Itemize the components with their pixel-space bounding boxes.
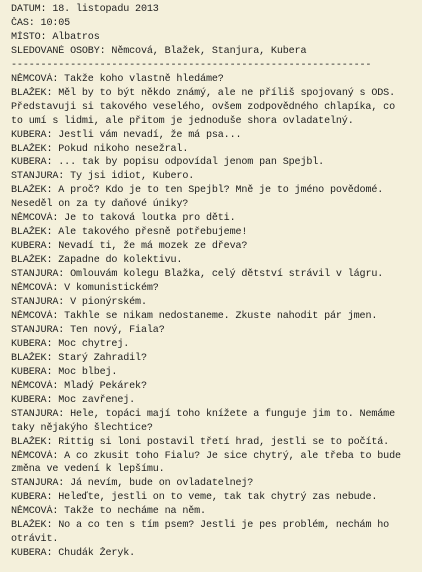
speech-text: V komunistickém? [58, 283, 159, 295]
speaker-name: BLAŽEK: [11, 436, 53, 448]
transcript-line [11, 268, 416, 282]
speaker-name: BLAŽEK: [11, 352, 53, 364]
transcript-line [11, 422, 416, 436]
speaker-name: BLAŽEK: [11, 520, 53, 532]
speech-text: Nevadí ti, že má mozek ze dřeva? [52, 241, 248, 253]
speaker-name: BLAŽEK: [11, 255, 53, 267]
transcript-line [11, 226, 416, 240]
transcript-line [11, 240, 416, 254]
speech-text: to umí s lidmi, ale přitom je jednoduše shora ovladatelný. [11, 115, 354, 127]
speaker-name: STANJURA: [11, 478, 65, 490]
transcript-line [11, 533, 416, 547]
speaker-name: BLAŽEK: [11, 227, 53, 239]
speech-text: Zapadne do kolektivu. [52, 255, 183, 267]
transcript-line [11, 87, 416, 101]
transcript-line [11, 547, 416, 561]
speaker-name: STANJURA: [11, 324, 65, 336]
transcript-line [11, 129, 416, 143]
speaker-name: BLAŽEK: [11, 185, 53, 197]
speaker-name: NĚMCOVÁ: [11, 380, 59, 392]
transcript-line [11, 491, 416, 505]
speech-text: Heleďte, jestli on to veme, tak tak chytrý zas nebude. [52, 492, 378, 504]
speech-text: Moc blbej. [52, 366, 118, 378]
speech-text: Jestli vám nevadí, že má psa... [52, 129, 242, 141]
speech-text: Chudák Žeryk. [52, 548, 136, 560]
speech-text: Já nevím, bude on ovladatelnej? [64, 478, 254, 490]
speaker-name: NĚMCOVÁ: [11, 506, 59, 518]
speech-text: V pionýrském. [64, 297, 147, 309]
transcript-line [11, 380, 416, 394]
speech-text: otrávit. [11, 534, 59, 546]
header-date: DATUM: 18. listopadu 2013 [11, 4, 159, 15]
speaker-name: KUBERA: [11, 548, 53, 560]
speaker-name: BLAŽEK: [11, 143, 53, 155]
speaker-name: NĚMCOVÁ: [11, 213, 59, 225]
transcript-line [11, 450, 416, 464]
speech-text: A proč? Kdo je to ten Spejbl? Mně je to jméno povědomé. [52, 185, 384, 197]
speech-text: Představuji si takového veselého, ovšem zodpovědného chlapíka, co [11, 101, 395, 113]
speaker-name: NĚMCOVÁ: [11, 283, 59, 295]
speaker-name: BLAŽEK: [11, 87, 53, 99]
speaker-name: NĚMCOVÁ: [11, 73, 59, 85]
speaker-name: KUBERA: [11, 492, 53, 504]
speech-text: Moc chytrej. [52, 338, 130, 350]
transcript-line [11, 156, 416, 170]
transcript-line [11, 73, 416, 87]
speech-text: Takhle se nikam nedostaneme. Zkuste nahodit pár jmen. [58, 310, 378, 322]
header-persons: SLEDOVANÉ OSOBY: Němcová, Blažek, Stanjura, Kubera [11, 45, 307, 57]
speech-text: Neseděl on za ty daňové úniky? [11, 199, 189, 211]
transcript-line [11, 338, 416, 352]
transcript-line [11, 101, 416, 115]
header-separator: ------------------------------------------------------------- [11, 59, 372, 71]
transcript-line [11, 505, 416, 519]
speech-text: Pokud nikoho nesežral. [52, 143, 189, 155]
transcript-line [11, 282, 416, 296]
speech-text: Moc zavřenej. [52, 394, 136, 406]
speaker-name: KUBERA: [11, 157, 53, 169]
speech-text: Mladý Pekárek? [58, 380, 147, 392]
speech-text: A co zkusit toho Fialu? Je sice chytrý, ale třeba to bude [58, 450, 401, 462]
speech-text: změna ve vedení k lepšímu. [11, 464, 165, 476]
speech-text: Ale takového přesně potřebujeme! [52, 227, 248, 239]
speaker-name: KUBERA: [11, 241, 53, 253]
transcript-line [11, 198, 416, 212]
speech-text: Takže koho vlastně hledáme? [58, 73, 224, 85]
speaker-name: NĚMCOVÁ: [11, 450, 59, 462]
transcript-line [11, 115, 416, 129]
transcript-line [11, 296, 416, 310]
transcript-line [11, 254, 416, 268]
transcript-line [11, 519, 416, 533]
speech-text: No a co ten s tím psem? Jestli je pes problém, nechám ho [52, 520, 390, 532]
speaker-name: KUBERA: [11, 338, 53, 350]
speech-text: Starý Zahradil? [52, 352, 147, 364]
transcript-line [11, 366, 416, 380]
speaker-name: KUBERA: [11, 366, 53, 378]
transcript-line [11, 143, 416, 157]
transcript-line [11, 408, 416, 422]
transcript-line [11, 436, 416, 450]
speaker-name: NĚMCOVÁ: [11, 310, 59, 322]
speech-text: Omlouvám kolegu Blažka, celý dětství strávil v lágru. [64, 269, 384, 281]
transcript-body [11, 73, 416, 561]
transcript-line [11, 184, 416, 198]
speaker-name: STANJURA: [11, 171, 65, 183]
speaker-name: STANJURA: [11, 297, 65, 309]
speech-text: Ty jsi idiot, Kubero. [64, 171, 195, 183]
speech-text: Hele, topáci mají toho knížete a funguje jim to. Nemáme [64, 408, 395, 420]
speech-text: taky nějakýho šlechtice? [11, 422, 153, 434]
transcript-line [11, 463, 416, 477]
speech-text: Je to taková loutka pro děti. [58, 213, 236, 225]
transcript-line [11, 212, 416, 226]
speech-text: Rittig si loni postavil třetí hrad, jestli se to počítá. [52, 436, 390, 448]
transcript-line [11, 324, 416, 338]
speech-text: Ten nový, Fiala? [64, 324, 165, 336]
transcript-line [11, 477, 416, 491]
speaker-name: STANJURA: [11, 269, 65, 281]
transcript-line [11, 352, 416, 366]
speaker-name: STANJURA: [11, 408, 65, 420]
transcript-line [11, 170, 416, 184]
header-time: ČAS: 10:05 [11, 17, 71, 29]
speech-text: ... tak by popisu odpovídal jenom pan Spejbl. [52, 157, 325, 169]
speaker-name: KUBERA: [11, 394, 53, 406]
header-place: MÍSTO: Albatros [11, 31, 100, 43]
speech-text: Takže to necháme na něm. [58, 506, 206, 518]
speaker-name: KUBERA: [11, 129, 53, 141]
transcript-line [11, 310, 416, 324]
transcript-line [11, 394, 416, 408]
speech-text: Měl by to být někdo známý, ale ne příliš spojovaný s ODS. [52, 87, 395, 99]
